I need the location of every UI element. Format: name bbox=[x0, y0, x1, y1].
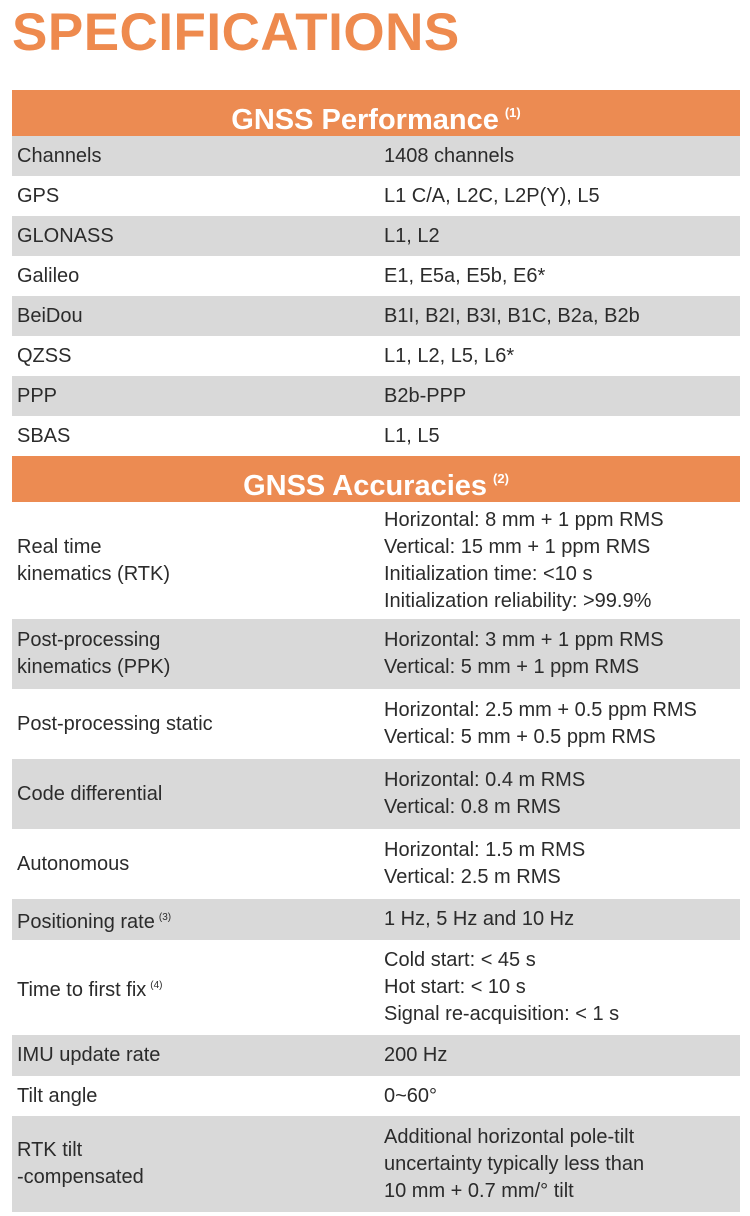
table-row bbox=[12, 619, 740, 689]
row-value bbox=[384, 1083, 740, 1110]
footnote-marker: (1) bbox=[504, 105, 521, 120]
row-label bbox=[12, 1137, 384, 1191]
value-line: Vertical: 15 mm + 1 ppm RMS bbox=[384, 535, 651, 558]
table-row bbox=[12, 1035, 740, 1076]
value-line: Initialization reliability: >99.9% bbox=[384, 589, 652, 612]
value-line: 200 Hz bbox=[384, 1044, 448, 1066]
row-label bbox=[12, 223, 384, 250]
section-title: GNSS Accuracies bbox=[243, 470, 488, 502]
row-value bbox=[384, 303, 740, 330]
row-label bbox=[12, 303, 384, 330]
row-value bbox=[384, 507, 740, 615]
value-line: Vertical: 5 mm + 1 ppm RMS bbox=[384, 656, 640, 678]
label-line: Real time bbox=[17, 535, 102, 558]
table-row bbox=[12, 376, 740, 416]
table-row bbox=[12, 336, 740, 376]
row-value bbox=[384, 423, 740, 450]
row-label bbox=[12, 972, 384, 1004]
footnote-marker: (3) bbox=[158, 911, 172, 923]
label-line: kinematics (RTK) bbox=[17, 562, 170, 585]
value-line: L1, L2, L5, L6* bbox=[384, 344, 515, 367]
value-line: Horizontal: 1.5 m RMS bbox=[384, 839, 586, 861]
table-row bbox=[12, 502, 740, 619]
table-row bbox=[12, 296, 740, 336]
row-label bbox=[12, 534, 384, 588]
value-line: Additional horizontal pole-tilt bbox=[384, 1125, 635, 1148]
label-line: GPS bbox=[17, 184, 60, 207]
row-label bbox=[12, 183, 384, 210]
value-line: 1408 channels bbox=[384, 144, 515, 167]
label-line: kinematics (PPK) bbox=[17, 656, 171, 678]
value-line: Signal re-acquisition: < 1 s bbox=[384, 1003, 620, 1025]
section-title: GNSS Performance bbox=[231, 104, 499, 136]
row-label bbox=[12, 851, 384, 878]
label-line: Galileo bbox=[17, 264, 80, 287]
value-line: Vertical: 2.5 m RMS bbox=[384, 866, 561, 888]
page-title: SPECIFICATIONS bbox=[12, 3, 460, 62]
label-line: Channels bbox=[17, 144, 102, 167]
row-value bbox=[384, 143, 740, 170]
label-line: Time to first fix bbox=[17, 978, 147, 1001]
table-row bbox=[12, 1076, 740, 1116]
value-line: 0~60° bbox=[384, 1084, 438, 1107]
label-line: QZSS bbox=[17, 344, 72, 367]
value-line: Vertical: 5 mm + 0.5 ppm RMS bbox=[384, 726, 656, 748]
value-line: Vertical: 0.8 m RMS bbox=[384, 796, 561, 818]
row-label bbox=[12, 1042, 384, 1069]
section-header-gnss-performance bbox=[12, 90, 740, 136]
table-row bbox=[12, 759, 740, 829]
label-line: Code differential bbox=[17, 782, 163, 805]
label-line: Tilt angle bbox=[17, 1084, 98, 1107]
table-row bbox=[12, 899, 740, 940]
table-row bbox=[12, 216, 740, 256]
label-line: Autonomous bbox=[17, 852, 130, 875]
row-label bbox=[12, 711, 384, 738]
row-label bbox=[12, 423, 384, 450]
row-label bbox=[12, 143, 384, 170]
value-line: Horizontal: 2.5 mm + 0.5 ppm RMS bbox=[384, 699, 697, 721]
row-label bbox=[12, 263, 384, 290]
row-label bbox=[12, 1083, 384, 1110]
row-value bbox=[384, 697, 740, 751]
label-line: BeiDou bbox=[17, 304, 83, 327]
value-line: L1, L5 bbox=[384, 424, 440, 447]
value-line: Horizontal: 3 mm + 1 ppm RMS bbox=[384, 629, 664, 651]
table-row bbox=[12, 136, 740, 176]
value-line: B2b-PPP bbox=[384, 384, 467, 407]
value-line: Horizontal: 8 mm + 1 ppm RMS bbox=[384, 508, 664, 531]
value-line: Initialization time: <10 s bbox=[384, 562, 593, 585]
value-line: uncertainty typically less than bbox=[384, 1152, 645, 1175]
row-value bbox=[384, 263, 740, 290]
label-line: SBAS bbox=[17, 424, 71, 447]
table-row bbox=[12, 416, 740, 456]
value-line: B1I, B2I, B3I, B1C, B2a, B2b bbox=[384, 304, 640, 327]
row-value bbox=[384, 947, 740, 1028]
value-line: 10 mm + 0.7 mm/° tilt bbox=[384, 1179, 574, 1202]
footnote-marker: (2) bbox=[493, 471, 509, 486]
label-line: IMU update rate bbox=[17, 1044, 161, 1066]
row-value bbox=[384, 627, 740, 681]
table-row bbox=[12, 829, 740, 899]
row-value bbox=[384, 343, 740, 370]
row-label bbox=[12, 904, 384, 936]
value-line: L1, L2 bbox=[384, 224, 440, 247]
table-row bbox=[12, 940, 740, 1035]
spec-table bbox=[12, 90, 740, 1212]
footnote-marker: (4) bbox=[150, 979, 163, 991]
row-label bbox=[12, 383, 384, 410]
value-line: L1 C/A, L2C, L2P(Y), L5 bbox=[384, 184, 600, 207]
value-line: 1 Hz, 5 Hz and 10 Hz bbox=[384, 908, 575, 930]
table-row bbox=[12, 256, 740, 296]
row-value bbox=[384, 767, 740, 821]
value-line: E1, E5a, E5b, E6* bbox=[384, 264, 546, 287]
row-value bbox=[384, 383, 740, 410]
label-line: GLONASS bbox=[17, 224, 114, 247]
label-line: RTK tilt bbox=[17, 1139, 83, 1161]
value-line: Hot start: < 10 s bbox=[384, 976, 526, 998]
value-line: Horizontal: 0.4 m RMS bbox=[384, 769, 586, 791]
row-value bbox=[384, 1124, 740, 1205]
table-row bbox=[12, 1116, 740, 1212]
label-line: Positioning rate bbox=[17, 910, 155, 933]
section-header-gnss-accuracies bbox=[12, 456, 740, 502]
table-row bbox=[12, 689, 740, 759]
row-value bbox=[384, 1042, 740, 1069]
label-line: Post-processing static bbox=[17, 712, 213, 735]
row-value bbox=[384, 223, 740, 250]
row-value bbox=[384, 183, 740, 210]
row-label bbox=[12, 627, 384, 681]
label-line: -compensated bbox=[17, 1166, 144, 1188]
row-label bbox=[12, 343, 384, 370]
label-line: Post-processing bbox=[17, 629, 161, 651]
label-line: PPP bbox=[17, 384, 58, 407]
value-line: Cold start: < 45 s bbox=[384, 949, 536, 971]
table-row bbox=[12, 176, 740, 216]
row-value bbox=[384, 837, 740, 891]
row-value bbox=[384, 906, 740, 933]
row-label bbox=[12, 781, 384, 808]
